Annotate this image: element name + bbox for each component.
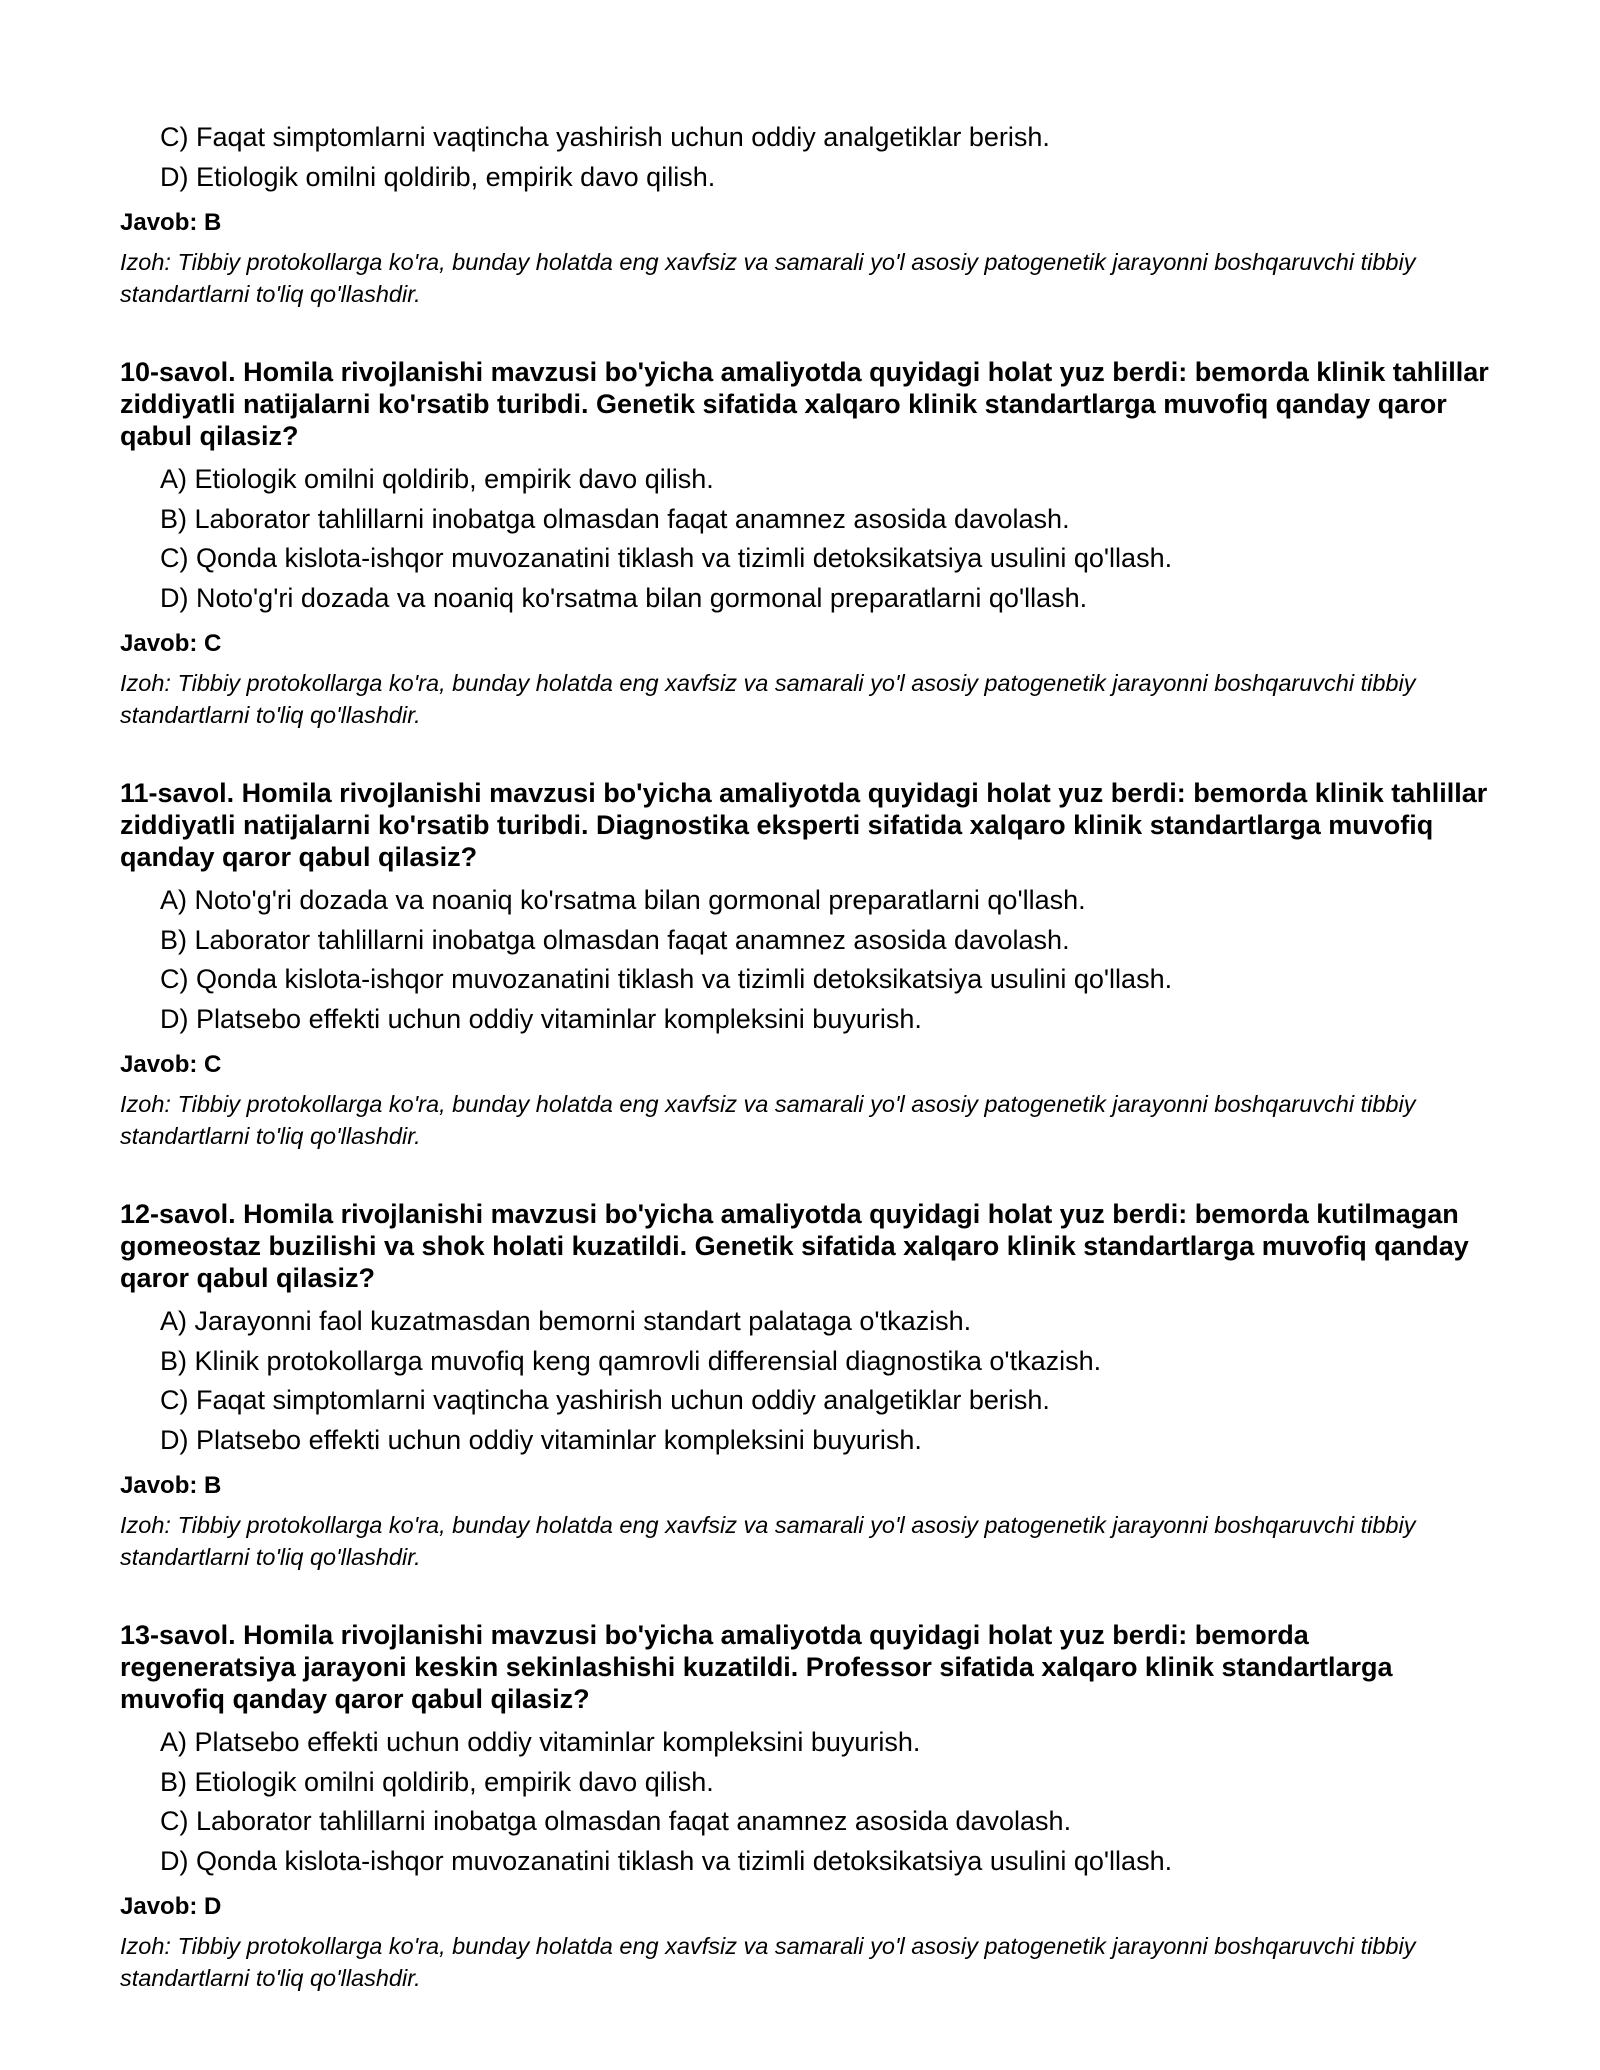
answer-label: Javob: D bbox=[120, 1893, 222, 1920]
option-a: A) Etiologik omilni qoldirib, empirik davo qilish. bbox=[160, 464, 714, 494]
explanation-note: Izoh: Tibbiy protokollarga ko'ra, bunday holatda eng xavfsiz va samarali yo'l asosiy patogenetik jarayonni boshqaruvchi tibbiy standartlarni to'liq qo'llashdir. bbox=[120, 670, 1416, 728]
option-c: C) Laborator tahlillarni inobatga olmasdan faqat anamnez asosida davolash. bbox=[160, 1806, 1072, 1836]
question-block-10 bbox=[120, 356, 1490, 731]
option-a: A) Jarayonni faol kuzatmasdan bemorni standart palataga o'tkazish. bbox=[160, 1306, 972, 1336]
option-b: B) Laborator tahlillarni inobatga olmasdan faqat anamnez asosida davolash. bbox=[160, 924, 1070, 955]
question-text: 12-savol. Homila rivojlanishi mavzusi bo'yicha amaliyotda quyidagi holat yuz berdi: bemorda kutilmagan gomeostaz buzilishi va shok holati kuzatildi. Genetik sifatida xalqaro klinik standartlarga muvofiq qanday qaror qabul qilasiz? bbox=[120, 1199, 1469, 1293]
answer-label: Javob: B bbox=[120, 209, 222, 236]
question-text: 10-savol. Homila rivojlanishi mavzusi bo'yicha amaliyotda quyidagi holat yuz berdi: bemorda klinik tahlillar ziddiyatli natijalarni ko'rsatib turibdi. Genetik sifatida xalqaro klinik standartlarga muvofiq qanday qaror qabul qilasiz? bbox=[120, 357, 1489, 451]
option-d: D) Platsebo effekti uchun oddiy vitaminlar kompleksini buyurish. bbox=[160, 1424, 922, 1455]
question-block-12 bbox=[120, 1198, 1490, 1573]
option-list bbox=[120, 460, 1490, 618]
question-9-continuation bbox=[120, 118, 1490, 310]
explanation-note: Izoh: Tibbiy protokollarga ko'ra, bunday holatda eng xavfsiz va samarali yo'l asosiy patogenetik jarayonni boshqaruvchi tibbiy standartlarni to'liq qo'llashdir. bbox=[120, 249, 1416, 307]
option-a: A) Noto'g'ri dozada va noaniq ko'rsatma bilan gormonal preparatlarni qo'llash. bbox=[160, 885, 1086, 915]
explanation-note: Izoh: Tibbiy protokollarga ko'ra, bunday holatda eng xavfsiz va samarali yo'l asosiy patogenetik jarayonni boshqaruvchi tibbiy standartlarni to'liq qo'llashdir. bbox=[120, 1512, 1416, 1570]
option-b: B) Etiologik omilni qoldirib, empirik davo qilish. bbox=[160, 1766, 714, 1797]
answer-label: Javob: B bbox=[120, 1472, 222, 1499]
option-d: D) Etiologik omilni qoldirib, empirik davo qilish. bbox=[160, 161, 716, 192]
question-block-13 bbox=[120, 1619, 1490, 1994]
answer-label: Javob: C bbox=[120, 630, 222, 657]
explanation-note: Izoh: Tibbiy protokollarga ko'ra, bunday holatda eng xavfsiz va samarali yo'l asosiy patogenetik jarayonni boshqaruvchi tibbiy standartlarni to'liq qo'llashdir. bbox=[120, 1933, 1416, 1991]
option-c: C) Faqat simptomlarni vaqtincha yashirish uchun oddiy analgetiklar berish. bbox=[160, 1385, 1050, 1415]
option-c: C) Qonda kislota-ishqor muvozanatini tiklash va tizimli detoksikatsiya usulini qo'llash. bbox=[160, 543, 1173, 573]
question-block-11 bbox=[120, 777, 1490, 1152]
question-text: 11-savol. Homila rivojlanishi mavzusi bo'yicha amaliyotda quyidagi holat yuz berdi: bemorda klinik tahlillar ziddiyatli natijalarni ko'rsatib turibdi. Diagnostika eksperti sifatida xalqaro klinik standartlarga muvofiq qanday qaror qabul qilasiz? bbox=[120, 778, 1488, 872]
option-list bbox=[120, 881, 1490, 1039]
explanation-note: Izoh: Tibbiy protokollarga ko'ra, bunday holatda eng xavfsiz va samarali yo'l asosiy patogenetik jarayonni boshqaruvchi tibbiy standartlarni to'liq qo'llashdir. bbox=[120, 1091, 1416, 1149]
option-c: C) Qonda kislota-ishqor muvozanatini tiklash va tizimli detoksikatsiya usulini qo'llash. bbox=[160, 964, 1173, 994]
option-d: D) Qonda kislota-ishqor muvozanatini tiklash va tizimli detoksikatsiya usulini qo'llash. bbox=[160, 1845, 1173, 1876]
answer-label: Javob: C bbox=[120, 1051, 222, 1078]
option-b: B) Laborator tahlillarni inobatga olmasdan faqat anamnez asosida davolash. bbox=[160, 503, 1070, 534]
question-text: 13-savol. Homila rivojlanishi mavzusi bo'yicha amaliyotda quyidagi holat yuz berdi: bemorda regeneratsiya jarayoni keskin sekinlashishi kuzatildi. Professor sifatida xalqaro klinik standartlarga muvofiq qanday qaror qabul qilasiz? bbox=[120, 1620, 1393, 1714]
option-d: D) Noto'g'ri dozada va noaniq ko'rsatma bilan gormonal preparatlarni qo'llash. bbox=[160, 582, 1088, 613]
option-c: C) Faqat simptomlarni vaqtincha yashirish uchun oddiy analgetiklar berish. bbox=[160, 122, 1050, 152]
option-a: A) Platsebo effekti uchun oddiy vitaminlar kompleksini buyurish. bbox=[160, 1727, 921, 1757]
option-list bbox=[120, 118, 1490, 197]
option-d: D) Platsebo effekti uchun oddiy vitaminlar kompleksini buyurish. bbox=[160, 1003, 922, 1034]
option-b: B) Klinik protokollarga muvofiq keng qamrovli differensial diagnostika o'tkazish. bbox=[160, 1345, 1102, 1376]
option-list bbox=[120, 1302, 1490, 1460]
option-list bbox=[120, 1723, 1490, 1881]
